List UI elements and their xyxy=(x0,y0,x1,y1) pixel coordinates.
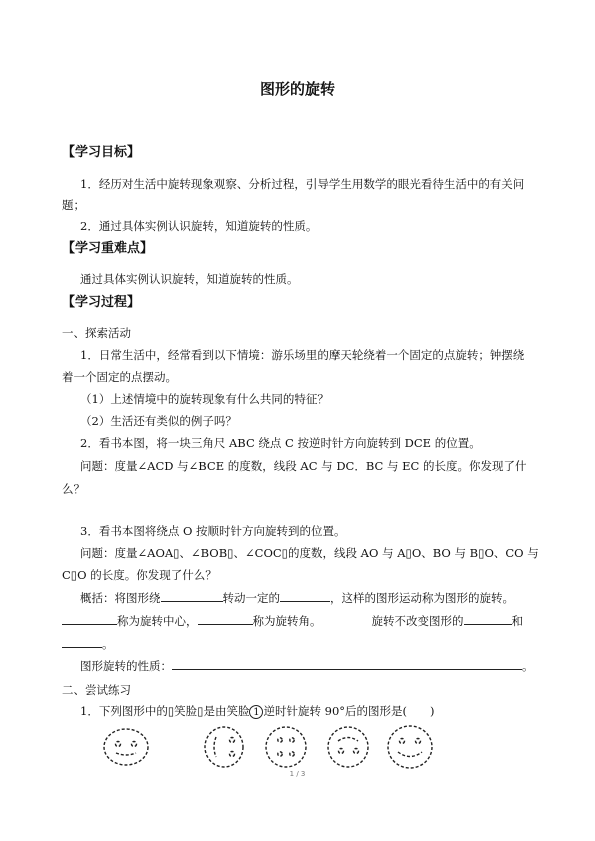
circled-number-text: 1 xyxy=(253,707,260,718)
summary-text-f: 旋转不改变图形的 xyxy=(371,614,464,628)
activity-1-text-cont: 着一个固定的点摆动。 xyxy=(62,370,177,384)
blank-invariant-2[interactable] xyxy=(62,636,102,648)
exercise-1-text-a: 1．下列图形中的▯笑脸▯是由笑脸 xyxy=(80,704,250,718)
section-goal-heading: 【学习目标】 xyxy=(62,145,141,160)
goal-item-1-cont: 题； xyxy=(62,198,85,212)
blank-rotation-center[interactable] xyxy=(62,613,117,625)
exercise-1-text-b: 逆时针旋转 90°后的图形是( ) xyxy=(263,704,435,718)
smiley-face-2 xyxy=(205,727,243,767)
question-1: （1）上述情境中的旋转现象有什么共同的特征？ xyxy=(80,392,329,406)
smiley-face-3 xyxy=(266,727,306,767)
section-key-heading: 【学习重难点】 xyxy=(62,241,154,256)
smiley-faces-row xyxy=(100,725,440,773)
exercise-1-text xyxy=(80,704,435,719)
smiley-face-4 xyxy=(328,727,368,767)
activity-3-text: 3．看书本图将绕点 O 按顺时针方向旋转到的位置。 xyxy=(80,524,346,538)
activity-1-text: 1．日常生活中，经常看到以下情境：游乐场里的摩天轮绕着一个固定的点旋转；钟摆绕 xyxy=(80,348,525,362)
goal-item-2: 2．通过具体实例认识旋转，知道旋转的性质。 xyxy=(80,219,318,233)
part1-heading: 一、探索活动 xyxy=(62,326,131,340)
section-process-heading: 【学习过程】 xyxy=(62,295,141,310)
property-line xyxy=(80,658,534,673)
blank-invariant-1[interactable] xyxy=(464,613,512,625)
blank-property[interactable] xyxy=(172,658,522,670)
summary-text-c: ，这样的图形运动称为图形的旋转。 xyxy=(330,591,514,605)
summary-line-3 xyxy=(62,636,114,651)
property-label: 图形旋转的性质： xyxy=(80,659,172,673)
smiley-face-5 xyxy=(388,726,432,768)
activity-2-text: 2．看书本图，将一块三角尺 ABC 绕点 C 按逆时针方向旋转到 DCE 的位置。 xyxy=(80,436,481,450)
blank-rotation-angle[interactable] xyxy=(198,613,253,625)
smiley-faces-figure xyxy=(100,725,440,773)
summary-line-2 xyxy=(62,613,523,628)
circled-number-1 xyxy=(249,705,263,719)
summary-text-g: 和 xyxy=(511,614,523,628)
key-text: 通过具体实例认识旋转，知道旋转的性质。 xyxy=(80,272,299,286)
summary-text-h: 。 xyxy=(102,637,114,651)
property-end: 。 xyxy=(522,659,534,673)
summary-text-b: 转动一定的 xyxy=(222,591,280,605)
page-number: 1 / 3 xyxy=(289,770,306,778)
activity-2-question-cont: 么？ xyxy=(62,482,85,496)
question-2: （2）生活还有类似的例子吗？ xyxy=(80,414,237,428)
activity-3-question: 问题：度量∠AOA▯、∠BOB▯、∠COC▯的度数，线段 AO 与 A▯O、BO 与 B▯O、CO 与 xyxy=(80,546,539,560)
page-title: 图形的旋转 xyxy=(259,80,335,98)
part2-heading: 二、尝试练习 xyxy=(62,683,131,697)
blank-angle[interactable] xyxy=(280,590,330,602)
summary-line-1 xyxy=(80,590,514,605)
blank-center[interactable] xyxy=(161,590,223,602)
smiley-face-1 xyxy=(104,729,148,765)
activity-3-question-cont: C▯O 的长度。你发现了什么？ xyxy=(62,568,217,582)
goal-item-1: 1．经历对生活中旋转现象观察、分析过程，引导学生用数学的眼光看待生活中的有关问 xyxy=(80,177,525,191)
activity-2-question: 问题：度量∠ACD 与∠BCE 的度数，线段 AC 与 DC．BC 与 EC 的长度。你发现了什 xyxy=(80,459,527,473)
summary-text-e: 称为旋转角。 xyxy=(252,614,322,628)
summary-text-d: 称为旋转中心， xyxy=(117,614,198,628)
summary-text-a: 概括：将图形绕 xyxy=(80,591,161,605)
